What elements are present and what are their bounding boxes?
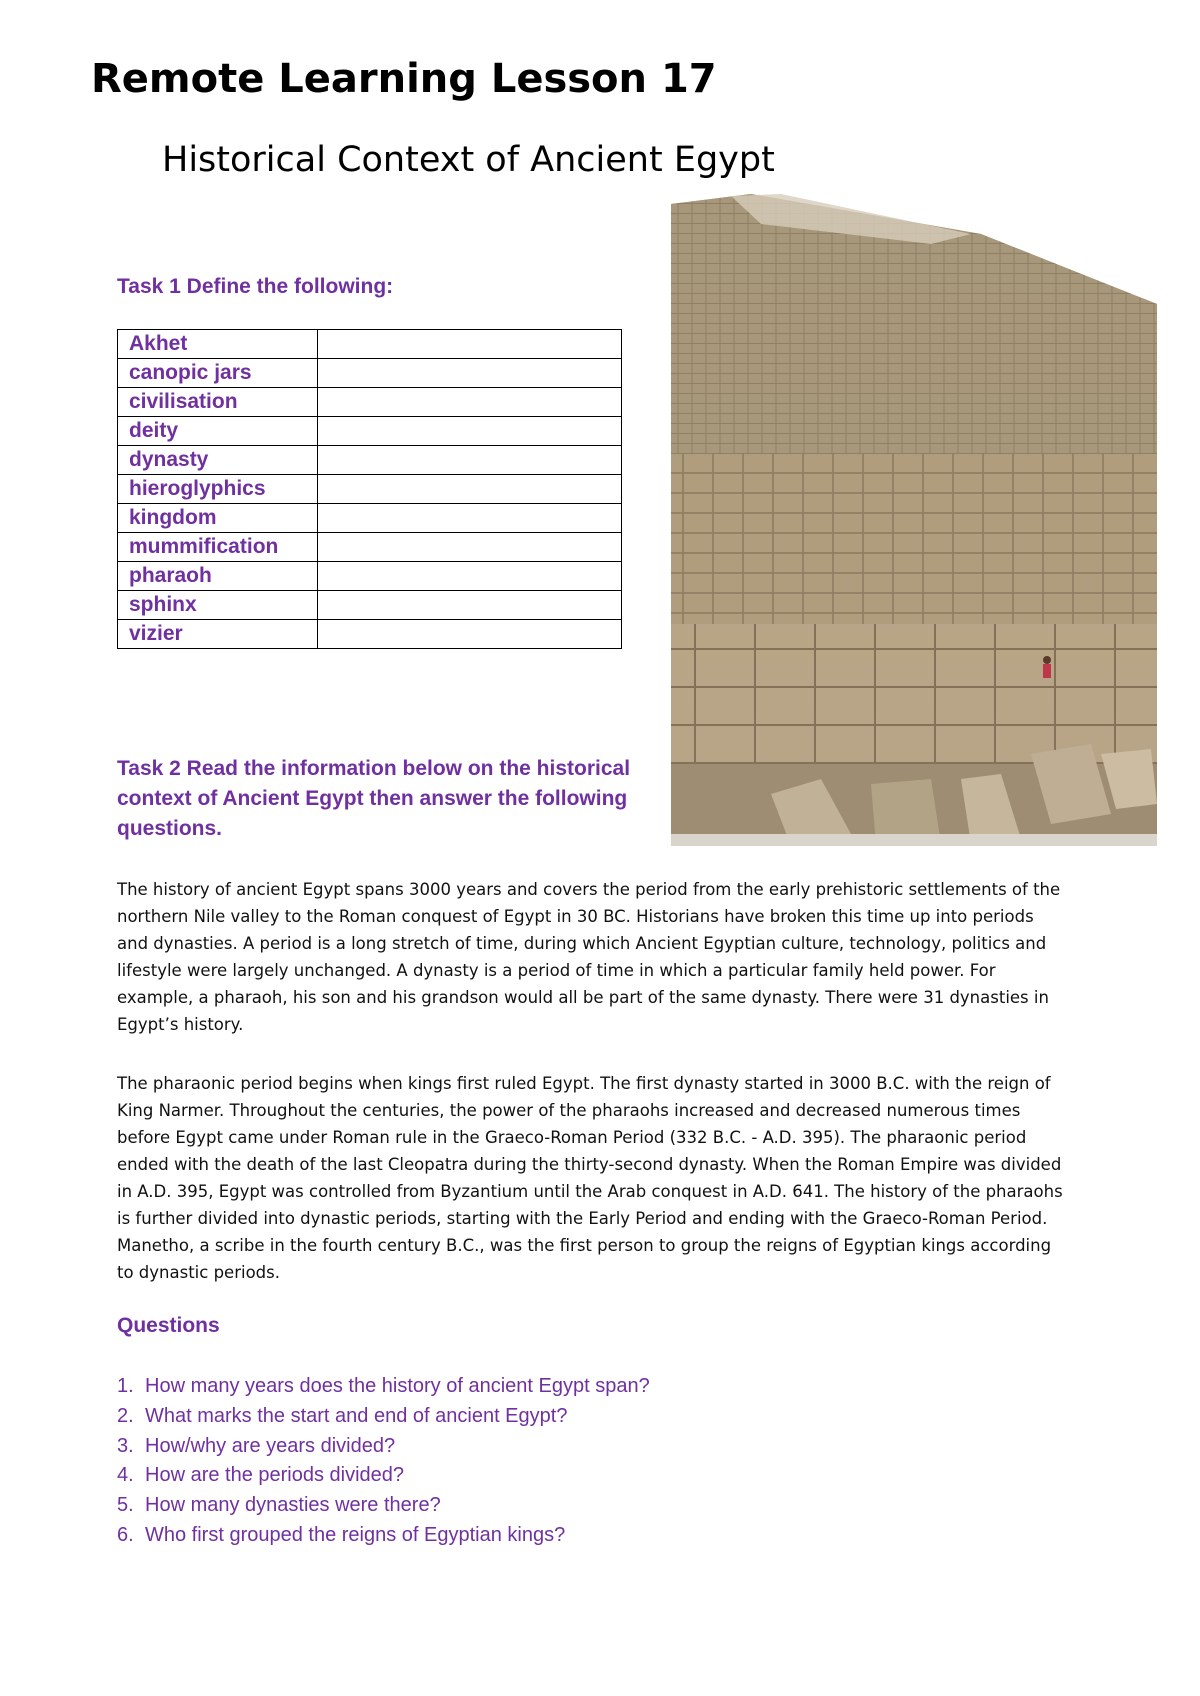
term-cell: canopic jars bbox=[118, 359, 318, 388]
page-subtitle: Historical Context of Ancient Egypt bbox=[162, 140, 775, 180]
question-item bbox=[117, 1461, 650, 1491]
term-cell: dynasty bbox=[118, 446, 318, 475]
questions-heading: Questions bbox=[117, 1314, 220, 1337]
definition-cell[interactable] bbox=[318, 417, 622, 446]
definition-cell[interactable] bbox=[318, 562, 622, 591]
question-text: What marks the start and end of ancient Egypt? bbox=[145, 1404, 568, 1427]
table-row bbox=[118, 533, 622, 562]
definition-cell[interactable] bbox=[318, 504, 622, 533]
definition-cell[interactable] bbox=[318, 475, 622, 504]
question-item bbox=[117, 1521, 650, 1551]
definition-cell[interactable] bbox=[318, 620, 622, 649]
definition-cell[interactable] bbox=[318, 446, 622, 475]
table-row bbox=[118, 562, 622, 591]
question-text: How many dynasties were there? bbox=[145, 1494, 441, 1517]
pharaonic-paragraph: The pharaonic period begins when kings first ruled Egypt. The first dynasty started in 3000 B.C. with the reign of King Narmer. Throughout the centuries, the power of the pharaohs increased and decreased numerous times before Egypt came under Roman rule in the Graeco-Roman Period (332 B.C. - A.D. 395). The pharaonic period ended with the death of the last Cleopatra during the thirty-second dynasty. When the Roman Empire was divided in A.D. 395, Egypt was controlled from Byzantium until the Arab conquest in A.D. 641. The history of the pharaohs is further divided into dynastic periods, starting with the Early Period and ending with the Graeco-Roman Period. Manetho, a scribe in the fourth century B.C., was the first person to group the reigns of Egyptian kings according to dynastic periods. bbox=[117, 1074, 1063, 1282]
definition-cell[interactable] bbox=[318, 330, 622, 359]
table-row bbox=[118, 417, 622, 446]
definition-cell[interactable] bbox=[318, 533, 622, 562]
question-number: 1. bbox=[117, 1375, 134, 1397]
table-row bbox=[118, 591, 622, 620]
definition-cell[interactable] bbox=[318, 591, 622, 620]
task2-heading: Task 2 Read the information below on the historical context of Ancient Egypt then answer the following questions. bbox=[117, 757, 631, 840]
question-item bbox=[117, 1491, 650, 1521]
task1-heading: Task 1 Define the following: bbox=[117, 275, 394, 298]
table-row bbox=[118, 388, 622, 417]
term-cell: pharaoh bbox=[118, 562, 318, 591]
table-row bbox=[118, 475, 622, 504]
term-cell: deity bbox=[118, 417, 318, 446]
definitions-table bbox=[117, 329, 622, 649]
table-row bbox=[118, 620, 622, 649]
question-text: How are the periods divided? bbox=[145, 1464, 405, 1487]
question-text: How many years does the history of ancient Egypt span? bbox=[145, 1375, 650, 1397]
pyramid-photo bbox=[671, 194, 1157, 846]
question-number: 6. bbox=[117, 1523, 134, 1546]
term-cell: hieroglyphics bbox=[118, 475, 318, 504]
table-row bbox=[118, 359, 622, 388]
table-row bbox=[118, 330, 622, 359]
questions-list bbox=[117, 1372, 650, 1551]
question-text: How/why are years divided? bbox=[145, 1434, 396, 1457]
page-title: Remote Learning Lesson 17 bbox=[91, 56, 717, 102]
table-row bbox=[118, 504, 622, 533]
term-cell: mummification bbox=[118, 533, 318, 562]
term-cell: civilisation bbox=[118, 388, 318, 417]
question-number: 3. bbox=[117, 1434, 134, 1457]
question-item bbox=[117, 1372, 650, 1402]
question-text: Who first grouped the reigns of Egyptian kings? bbox=[145, 1523, 566, 1546]
term-cell: kingdom bbox=[118, 504, 318, 533]
question-item bbox=[117, 1432, 650, 1462]
definition-cell[interactable] bbox=[318, 359, 622, 388]
question-number: 5. bbox=[117, 1494, 134, 1517]
term-cell: sphinx bbox=[118, 591, 318, 620]
term-cell: Akhet bbox=[118, 330, 318, 359]
question-number: 2. bbox=[117, 1404, 134, 1427]
table-row bbox=[118, 446, 622, 475]
definition-cell[interactable] bbox=[318, 388, 622, 417]
term-cell: vizier bbox=[118, 620, 318, 649]
question-number: 4. bbox=[117, 1464, 134, 1487]
history-paragraph: The history of ancient Egypt spans 3000 years and covers the period from the early prehistoric settlements of the northern Nile valley to the Roman conquest of Egypt in 30 BC. Historians have broken this time up into periods and dynasties. A period is a long stretch of time, during which Ancient Egyptian culture, technology, politics and lifestyle were largely unchanged. A dynasty is a period of time in which a particular family held power. For example, a pharaoh, his son and his grandson would all be part of the same dynasty. There were 31 dynasties in Egypt’s history. bbox=[117, 880, 1061, 1034]
question-item bbox=[117, 1402, 650, 1432]
